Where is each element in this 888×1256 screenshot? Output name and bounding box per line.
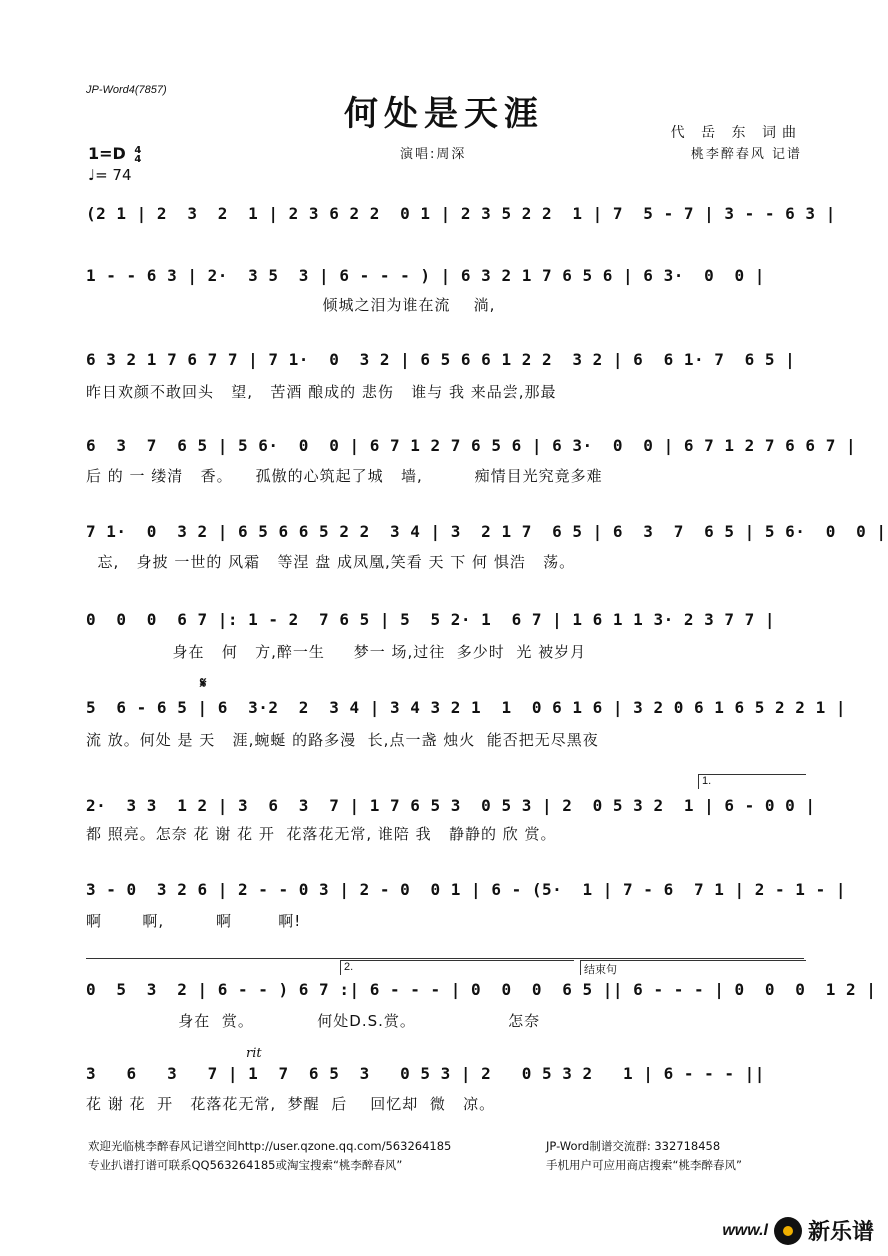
singer-credit: 演唱:周深 bbox=[400, 147, 467, 162]
music-line-1: (2 1 | 2 3 2 1 | 2 3 6 2 2 0 1 | 2 3 5 2 2 1 | 7 5 - 7 | 3 - - 6 3 | bbox=[86, 204, 836, 223]
volta-2: 2. bbox=[340, 960, 574, 975]
music-line-7: 5 6 - 6 5 | 6 3·2 2 3 4 | 3 4 3 2 1 1 0 6 1 6 | 3 2 0 6 1 6 5 2 2 1 | bbox=[86, 698, 846, 717]
transcriber-credit: 桃李醉春风 记谱 bbox=[690, 147, 802, 162]
watermark-name: 新乐谱 bbox=[807, 1220, 874, 1245]
lyrics-line-5: 忘, 身披 一世的 风霜 等涅 盘 成凤凰,笑看 天 下 何 惧浩 荡。 bbox=[86, 553, 576, 571]
lyrics-line-2: 倾城之泪为谁在流 淌, bbox=[86, 296, 496, 314]
site-watermark bbox=[722, 1215, 874, 1246]
watermark-url: www.l bbox=[722, 1221, 768, 1239]
music-line-9: 3 - 0 3 2 6 | 2 - - 0 3 | 2 - 0 0 1 | 6 - (5· 1 | 7 - 6 7 1 | 2 - 1 - | bbox=[86, 880, 846, 899]
time-sig-bottom: 4 bbox=[134, 153, 142, 165]
music-line-11: 3 6 3 7 | 1 7 6 5 3 0 5 3 | 2 0 5 3 2 1 | 6 - - - || bbox=[86, 1064, 765, 1083]
time-sig-top: 4 bbox=[134, 144, 142, 156]
time-signature bbox=[134, 146, 141, 164]
music-line-8: 2· 3 3 1 2 | 3 6 3 7 | 1 7 6 5 3 0 5 3 | 2 0 5 3 2 1 | 6 - 0 0 | bbox=[86, 796, 816, 815]
volta-1: 1. bbox=[698, 774, 806, 789]
key-label: 1=D bbox=[88, 144, 126, 163]
music-line-3: 6 3 2 1 7 6 7 7 | 7 1· 0 3 2 | 6 5 6 6 1 2 2 3 2 | 6 6 1· 7 6 5 | bbox=[86, 350, 796, 369]
song-title: 何处是天涯 bbox=[344, 94, 544, 134]
lyrics-line-6: 身在 何 方,醉一生 梦一 场,过往 多少时 光 被岁月 bbox=[86, 643, 587, 661]
footer-line-2-right: 手机用户可应用商店搜索“桃李醉春风” bbox=[546, 1158, 742, 1172]
footer-line-1-right: JP-Word制谱交流群: 332718458 bbox=[546, 1139, 721, 1153]
segno-sign: 𝄋 bbox=[200, 674, 207, 692]
ending-label: 结束句 bbox=[580, 960, 806, 975]
music-line-5: 7 1· 0 3 2 | 6 5 6 6 5 2 2 3 4 | 3 2 1 7 6 5 | 6 3 7 6 5 | 5 6· 0 0 | bbox=[86, 522, 887, 541]
lyrics-line-8: 都 照亮。怎奈 花 谢 花 开 花落花无常, 谁陪 我 静静的 欣 赏。 bbox=[86, 825, 557, 843]
lyrics-line-4: 后 的 一 缕清 香。 孤傲的心筑起了城 墙, 痴情目光究竟多难 bbox=[86, 467, 603, 485]
music-line-4: 6 3 7 6 5 | 5 6· 0 0 | 6 7 1 2 7 6 5 6 | 6 3· 0 0 | 6 7 1 2 7 6 6 7 | bbox=[86, 436, 857, 455]
lyrics-line-3: 昨日欢颜不敢回头 望, 苦酒 酿成的 悲伤 谁与 我 来品尝,那最 bbox=[86, 383, 557, 401]
music-line-2: 1 - - 6 3 | 2· 3 5 3 | 6 - - - ) | 6 3 2 1 7 6 5 6 | 6 3· 0 0 | bbox=[86, 266, 765, 285]
volta-bracket-line bbox=[86, 958, 804, 959]
lyricist-credit: 代 岳 东 词曲 bbox=[670, 125, 802, 141]
lyrics-line-11: 花 谢 花 开 花落花无常, 梦醒 后 回忆却 微 凉。 bbox=[86, 1095, 496, 1113]
music-line-6: 0 0 0 6 7 |: 1 - 2 7 6 5 | 5 5 2· 1 6 7 | 1 6 1 1 3· 2 3 7 7 | bbox=[86, 610, 776, 629]
software-label: JP-Word4(7857) bbox=[86, 84, 167, 96]
key-signature bbox=[88, 144, 141, 164]
tempo-marking: ♩= 74 bbox=[88, 166, 132, 184]
vinyl-record-icon bbox=[774, 1217, 802, 1245]
footer-line-2-left: 专业扒谱打谱可联系QQ563264185或淘宝搜索“桃李醉春风” bbox=[88, 1158, 403, 1172]
lyrics-line-7: 流 放。何处 是 天 涯,蜿蜒 的路多漫 长,点一盏 烛火 能否把无尽黑夜 bbox=[86, 731, 599, 749]
music-line-10: 0 5 3 2 | 6 - - ) 6 7 :| 6 - - - | 0 0 0 6 5 || 6 - - - | 0 0 0 1 2 | bbox=[86, 980, 877, 999]
lyrics-line-10: 身在 赏。 何处D.S.赏。 怎奈 bbox=[86, 1012, 541, 1030]
footer-line-1-left: 欢迎光临桃李醉春风记谱空间http://user.qzone.qq.com/563264185 bbox=[88, 1139, 452, 1153]
lyrics-line-9: 啊 啊, 啊 啊! bbox=[86, 912, 302, 930]
ritardando-mark: rit bbox=[246, 1046, 262, 1061]
